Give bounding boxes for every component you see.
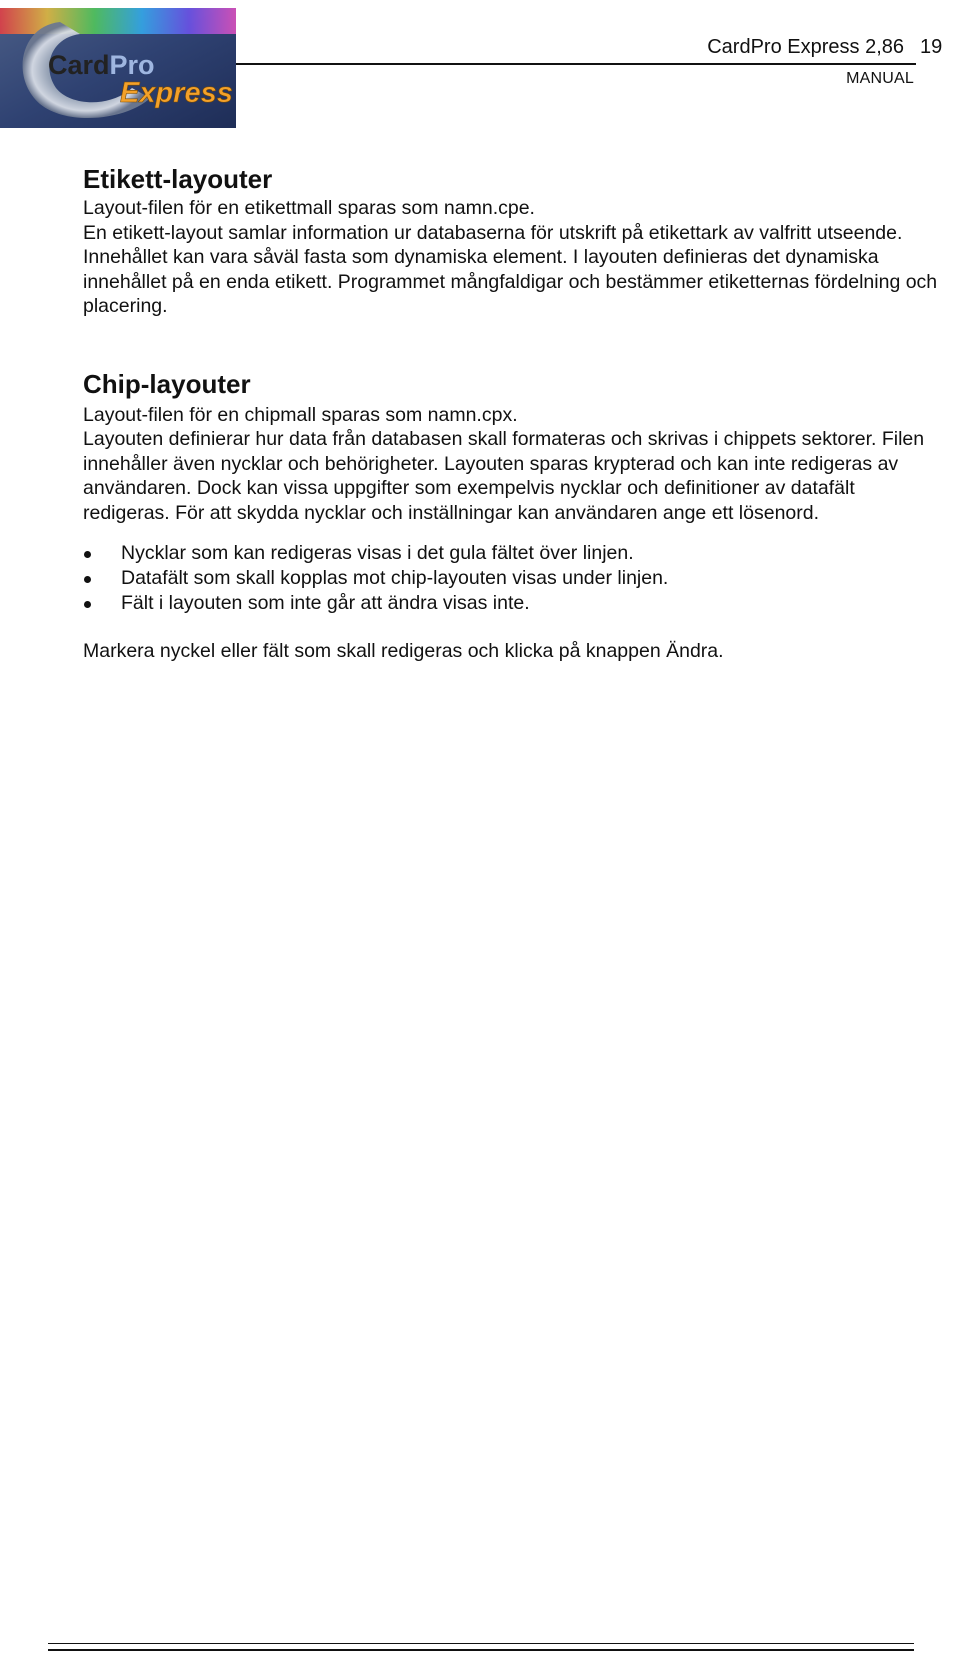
section-paragraph: Layouten definierar hur data från databasen skall formateras och skrivas i chippets sektorer. Filen innehåller även nycklar och behörigheter. Layouten sparas krypterad och kan inte redigeras av användaren. Dock kan vissa uppgifter som exempelvis nycklar och definitioner av datafält redigeras. För att skydda nycklar och inställningar kan användaren ange ett lösenord.	[83, 428, 925, 524]
header-title: CardPro Express 2,86	[707, 36, 904, 58]
section-paragraph: En etikett-layout samlar information ur databaserna för utskrift på etikettark av valfritt utseende. Innehållet kan vara såväl fasta som dynamiska element. I layouten definieras det dynamiska innehållet på en enda etikett. Programmet mångfaldigar och bestämmer etiketternas fördelning och placering.	[83, 221, 938, 317]
closing-paragraph: Markera nyckel eller fält som skall redigeras och klicka på knappen Ändra.	[83, 640, 724, 662]
section-heading: Chip-layouter	[83, 368, 251, 399]
document-body	[83, 162, 943, 664]
section-chip-layouter	[83, 367, 943, 665]
footer-divider-top	[48, 1643, 914, 1644]
section-spacer	[83, 319, 943, 367]
bullet-icon	[84, 601, 91, 608]
list-item	[83, 566, 943, 591]
logo-text-express: Express	[120, 77, 233, 109]
logo-graphic	[0, 8, 236, 128]
header-divider	[236, 63, 916, 65]
header-subtitle: MANUAL	[846, 70, 914, 87]
list-item	[83, 591, 943, 616]
footer-divider-bottom	[48, 1649, 914, 1651]
section-paragraph: Layout-filen för en chipmall sparas som namn.cpx.	[83, 403, 518, 426]
list-item-text: Fält i layouten som inte går att ändra visas inte.	[121, 592, 530, 614]
bullet-icon	[84, 576, 91, 583]
section-heading: Etikett-layouter	[83, 164, 273, 194]
bullet-icon	[84, 551, 91, 558]
bullet-list	[83, 541, 943, 616]
list-item	[83, 541, 943, 566]
list-item-text: Nycklar som kan redigeras visas i det gula fältet över linjen.	[121, 542, 634, 564]
section-etikett-layouter	[83, 162, 943, 319]
list-item-text: Datafält som skall kopplas mot chip-layouten visas under linjen.	[121, 567, 669, 589]
section-paragraph: Layout-filen för en etikettmall sparas som namn.cpe.	[83, 197, 535, 219]
cardpro-express-logo	[0, 8, 236, 128]
logo-text-cardpro: CardPro	[48, 50, 155, 80]
page-number: 19	[920, 36, 943, 58]
